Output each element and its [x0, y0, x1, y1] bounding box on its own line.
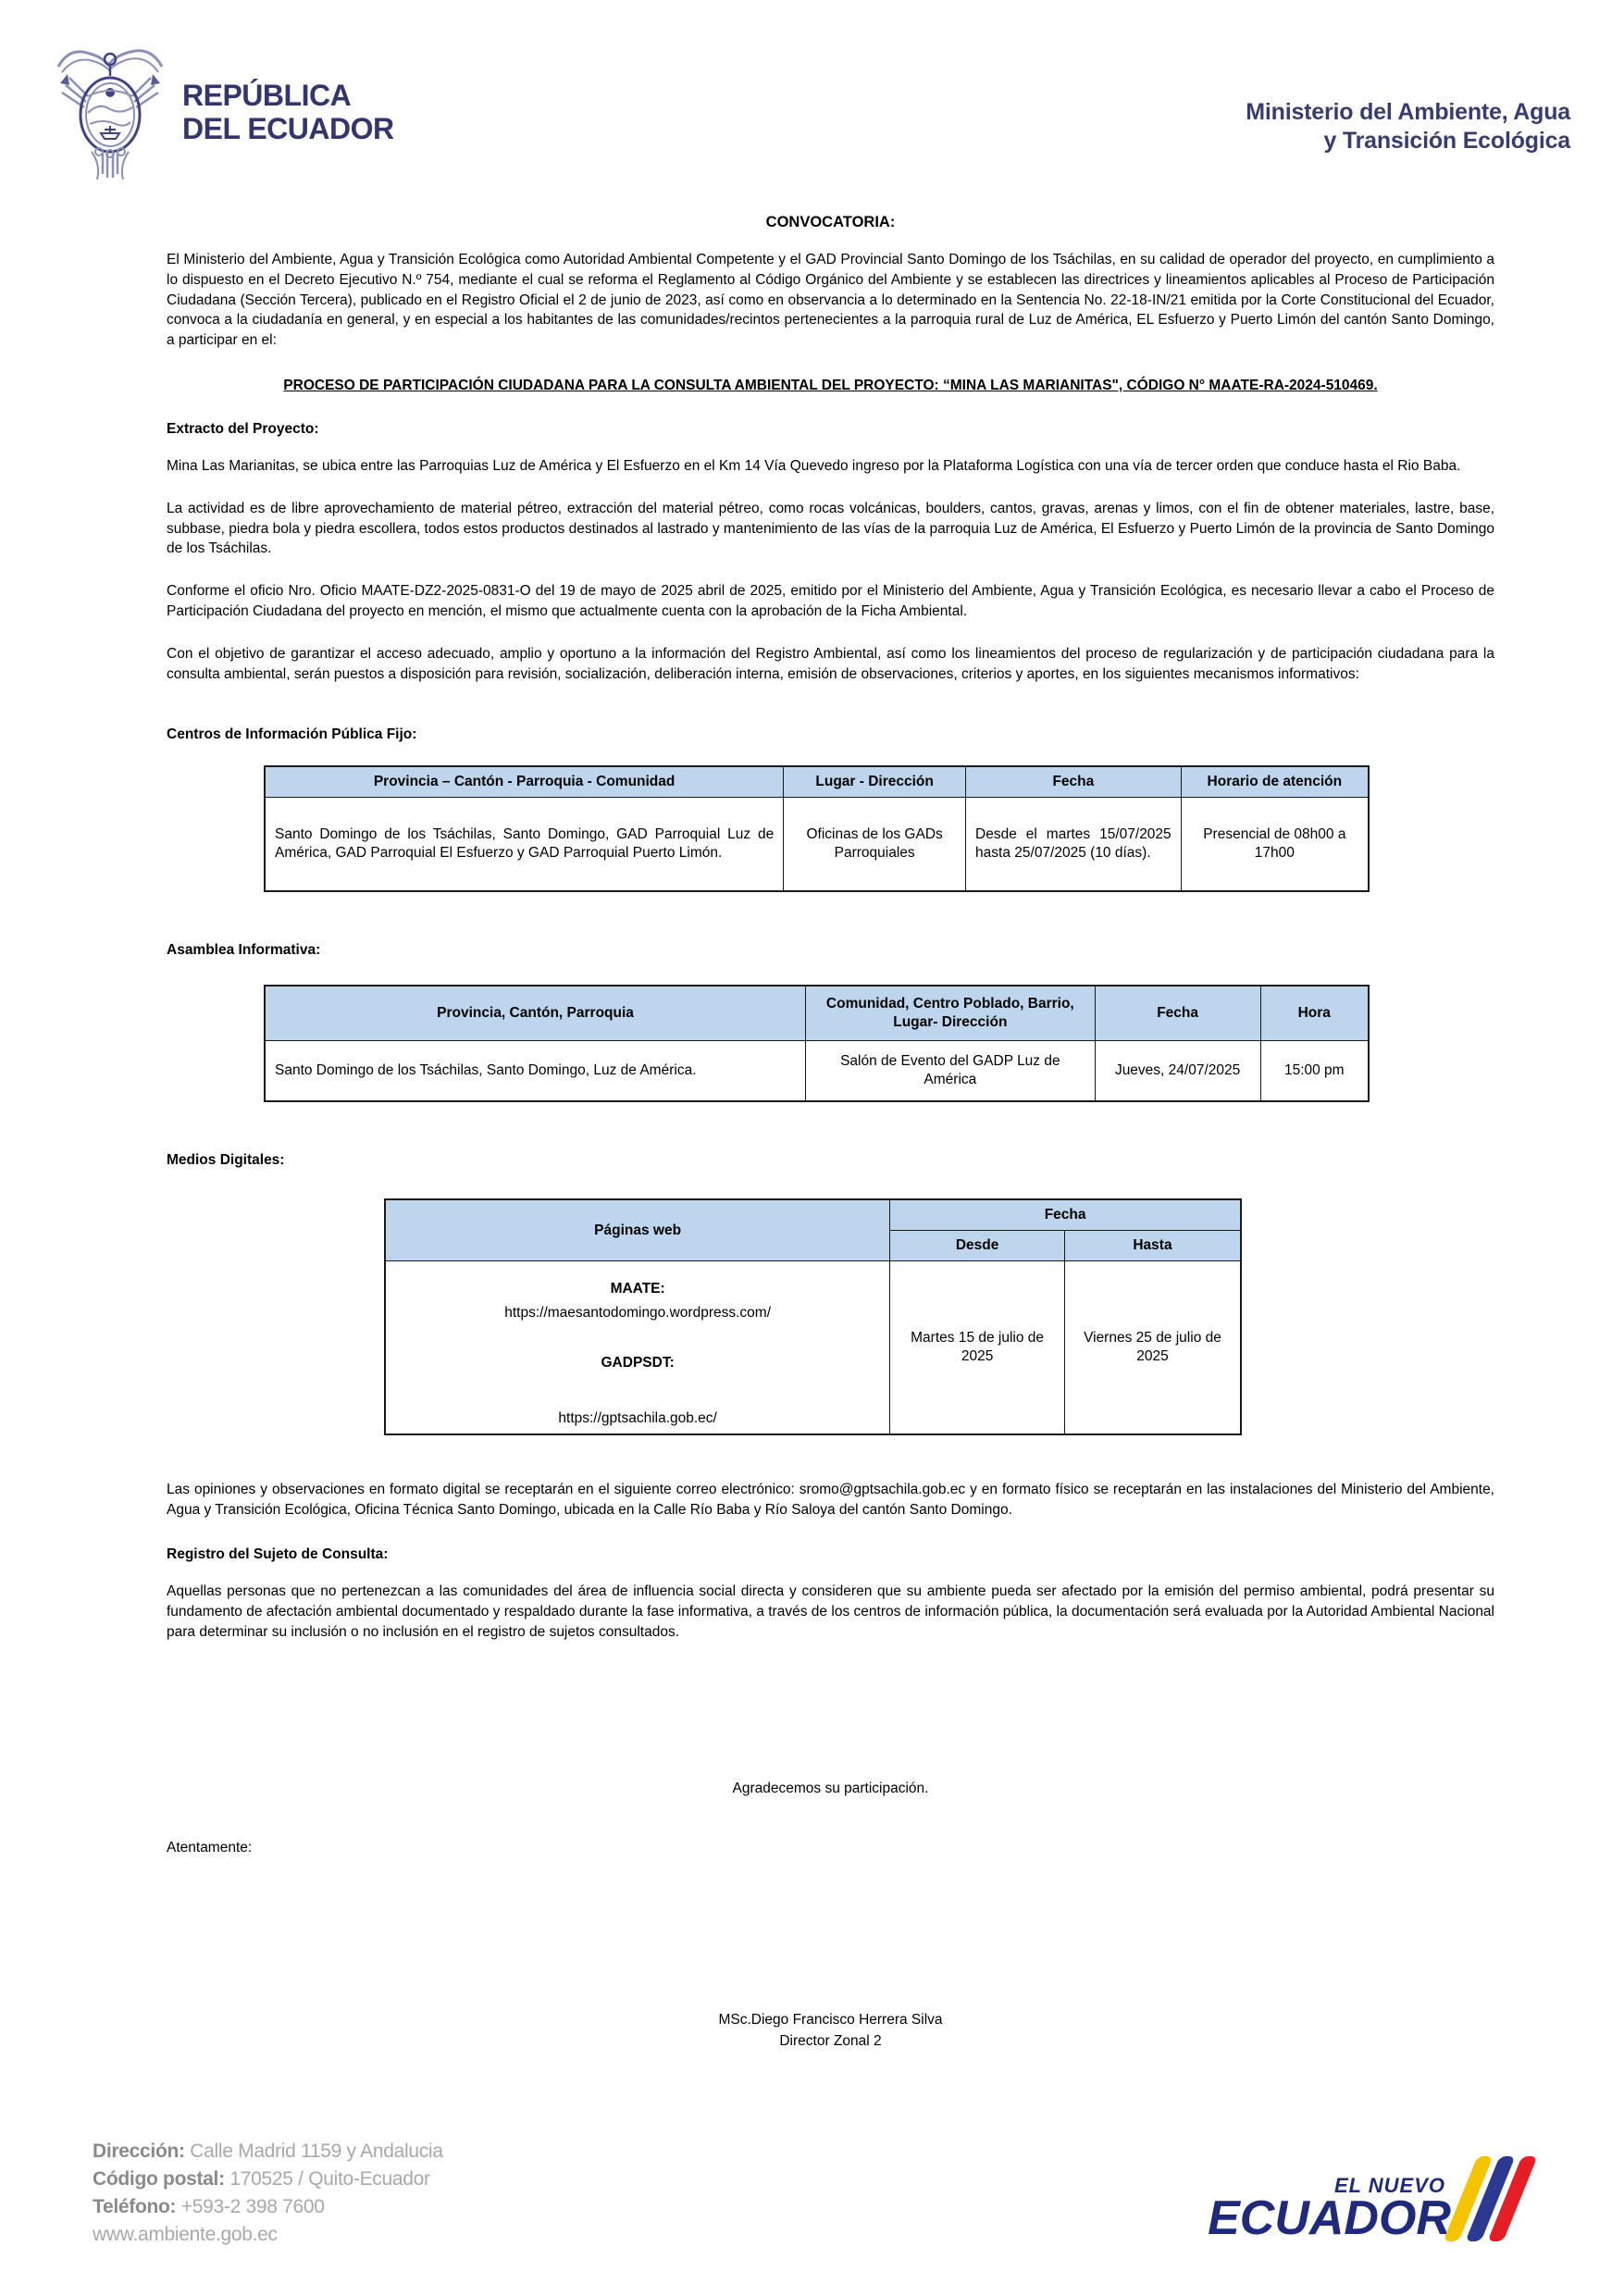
process-heading: PROCESO DE PARTICIPACIÓN CIUDADANA PARA LA CONSULTA AMBIENTAL DEL PROYECTO: “MINA LAS MARIANITAS", CÓDIGO N° MAATE-RA-2024-510469.: [283, 377, 1378, 393]
footer-phone-label: Teléfono:: [93, 2196, 177, 2217]
maate-label: MAATE:: [610, 1281, 665, 1297]
footer-phone-value: +593-2 398 7600: [180, 2196, 325, 2217]
centros-header-fecha: Fecha: [966, 766, 1182, 798]
medios-cell-paginas: [385, 1261, 890, 1435]
medios-cell-desde: Martes 15 de julio de 2025: [890, 1261, 1065, 1435]
footer-postal-value: 170525 / Quito-Ecuador: [229, 2168, 430, 2190]
centros-cell-fecha: Desde el martes 15/07/2025 hasta 25/07/2025 (10 días).: [966, 798, 1182, 892]
medios-table: [384, 1198, 1242, 1435]
footer-postal-label: Código postal:: [93, 2168, 225, 2190]
medios-header-hasta: Hasta: [1064, 1231, 1241, 1261]
intro-paragraph: El Ministerio del Ambiente, Agua y Transición Ecológica como Autoridad Ambiental Competente y el GAD Provincial Santo Domingo de los Tsáchilas, en su calidad de operador del proyecto, en cumplimiento a lo dispuesto en el Decreto Ejecutivo N.º 754, mediante el cual se reforma el Reglamento al Código Orgánico del Ambiente y se establecen las directrices y lineamientos aplicables al Proceso de Participación Ciudadana (Sección Tercera), publicado en el Registro Oficial el 2 de junio de 2023, así como en observancia a lo determinado en la Sentencia No. 22-18-IN/21 emitida por la Corte Constitucional del Ecuador, convoca a la ciudadanía en general, y en especial a los habitantes de las comunidades/recintos pertenecientes a la parroquia rural de Luz de América, EL Esfuerzo y Puerto Limón del cantón Santo Domingo, a participar en el:: [167, 252, 1494, 349]
ubicacion-paragraph: Mina Las Marianitas, se ubica entre las Parroquias Luz de América y El Esfuerzo en el Km 14 Vía Quevedo ingreso por la Plataforma Logística con una vía de tercer orden que conduce hasta el Rio Baba.: [167, 457, 1461, 474]
page-title: CONVOCATORIA:: [765, 214, 896, 230]
republic-wordmark: [182, 80, 394, 146]
maate-url: https://maesantodomingo.wordpress.com/: [504, 1305, 771, 1322]
asamblea-cell-provincia: Santo Domingo de los Tsáchilas, Santo Domingo, Luz de América.: [265, 1041, 806, 1102]
nuevo-ecuador-wordmark: [1208, 2173, 1451, 2245]
medios-header-paginas: Páginas web: [385, 1199, 890, 1261]
footer-address-label: Dirección:: [93, 2141, 185, 2162]
centros-cell-lugar: Oficinas de los GADs Parroquiales: [784, 798, 966, 892]
republic-line1: REPÚBLICA: [182, 79, 352, 113]
footer-address-value: Calle Madrid 1159 y Andalucia: [190, 2141, 443, 2162]
asamblea-header-hora: Hora: [1260, 986, 1369, 1041]
extracto-heading: Extracto del Proyecto:: [167, 420, 319, 437]
thanks-line: Agradecemos su participación.: [732, 1781, 929, 1797]
centros-cell-horario: Presencial de 08h00 a 17h00: [1181, 798, 1369, 892]
signature-block: [167, 2009, 1494, 2052]
tricolor-slashes-icon: [1460, 2156, 1520, 2241]
nuevo-ecuador-logo: [1208, 2156, 1520, 2245]
asamblea-header-provincia: Provincia, Cantón, Parroquia: [265, 986, 806, 1041]
logo-line1: EL NUEVO: [1333, 2173, 1445, 2197]
ecuador-coat-of-arms-icon: [51, 35, 169, 191]
medios-cell-hasta: Viernes 25 de julio de 2025: [1064, 1261, 1241, 1435]
medios-data-row: [385, 1261, 1241, 1435]
medios-header-desde: Desde: [890, 1231, 1065, 1261]
ministry-line2: y Transición Ecológica: [1323, 128, 1570, 155]
ministry-name: [1246, 98, 1570, 191]
asamblea-cell-comunidad: Salón de Evento del GADP Luz de América: [806, 1041, 1096, 1102]
footer-phone: [93, 2193, 443, 2221]
asamblea-table: [264, 985, 1370, 1102]
footer-website: www.ambiente.gob.ec: [93, 2224, 278, 2245]
gadpsdt-url: https://gptsachila.gob.ec/: [558, 1410, 717, 1427]
republic-brand: [51, 35, 394, 191]
medios-header-fecha: Fecha: [890, 1199, 1241, 1231]
asamblea-header-comunidad: Comunidad, Centro Poblado, Barrio, Lugar- Dirección: [806, 986, 1096, 1041]
opiniones-paragraph: Las opiniones y observaciones en formato digital se receptarán en el siguiente correo electrónico: sromo@gptsachila.gob.ec y en formato físico se receptarán en las instalaciones del Ministerio del Ambiente, Agua y Transición Ecológica, Oficina Técnica Santo Domingo, ubicada en la Calle Río Baba y Río Saloya del cantón Santo Domingo.: [167, 1482, 1494, 1519]
asamblea-cell-hora: 15:00 pm: [1260, 1041, 1369, 1102]
centros-header-horario: Horario de atención: [1181, 766, 1369, 798]
gadpsdt-label: GADPSDT:: [601, 1355, 675, 1371]
registro-heading: Registro del Sujeto de Consulta:: [167, 1545, 389, 1562]
footer-address: [93, 2138, 443, 2166]
objetivo-paragraph: Con el objetivo de garantizar el acceso adecuado, amplio y oportuno a la información del Registro Ambiental, así como los lineamientos del proceso de regularización y de participación ciudadana para la consulta ambiental, serán puestos a disposición para revisión, socialización, deliberación interna, emisión de observaciones, criterios y aportes, en los siguientes mecanismos informativos:: [167, 645, 1494, 682]
centros-table: [264, 765, 1370, 892]
republic-line2: DEL ECUADOR: [182, 112, 394, 145]
centros-heading: Centros de Información Pública Fijo:: [167, 726, 417, 743]
ministry-line1: Ministerio del Ambiente, Agua: [1246, 99, 1570, 125]
registro-paragraph: Aquellas personas que no pertenezcan a las comunidades del área de influencia social directa y consideren que su ambiente pueda ser afectado por la emisión del permiso ambiental, podrá presentar su fundamento de afectación ambiental documentado y respaldado durante la fase informativa, a través de los centros de información pública, la documentación será evaluada por la Autoridad Ambiental Nacional para determinar su inclusión o no inclusión en el registro de sujetos consultados.: [167, 1582, 1494, 1640]
actividad-paragraph: La actividad es de libre aprovechamiento de material pétreo, extracción del material pétreo, como rocas volcánicas, boulders, cantos, gravas, arenas y limos, con el fin de obtener materiales, lastre, base, subbase, piedra bola y piedra escollera, todos estos productos destinados al lastrado y mantenimiento de las vías de la parroquia Luz de América, El Esfuerzo y Puerto Limón de la provincia de Santo Domingo de los Tsáchilas.: [167, 500, 1494, 557]
salutation-line: Atentamente:: [167, 1840, 253, 1856]
document-body: [0, 190, 1624, 2052]
centros-header-provincia: Provincia – Cantón - Parroquia - Comunidad: [265, 766, 784, 798]
asamblea-cell-fecha: Jueves, 24/07/2025: [1095, 1041, 1260, 1102]
asamblea-header-row: [265, 986, 1369, 1041]
centros-header-lugar: Lugar - Dirección: [784, 766, 966, 798]
document-header: [51, 35, 1570, 191]
centros-header-row: [265, 766, 1369, 798]
asamblea-header-fecha: Fecha: [1095, 986, 1260, 1041]
asamblea-heading: Asamblea Informativa:: [167, 942, 321, 959]
signer-title: Director Zonal 2: [779, 2033, 882, 2050]
asamblea-data-row: [265, 1041, 1369, 1102]
centros-cell-provincia: Santo Domingo de los Tsáchilas, Santo Domingo, GAD Parroquial Luz de América, GAD Parroquial El Esfuerzo y GAD Parroquial Puerto Limón.: [265, 798, 784, 892]
logo-line2: ECUADOR: [1208, 2191, 1451, 2245]
medios-header-row1: [385, 1199, 1241, 1231]
centros-data-row: [265, 798, 1369, 892]
footer-contact-block: [93, 2138, 443, 2249]
footer-postal: [93, 2166, 443, 2193]
signer-name: MSc.Diego Francisco Herrera Silva: [718, 2012, 943, 2029]
oficio-paragraph: Conforme el oficio Nro. Oficio MAATE-DZ2-2025-0831-O del 19 de mayo de 2025 abril de 2025, emitido por el Ministerio del Ambiente, Agua y Transición Ecológica, es necesario llevar a cabo el Proceso de Participación Ciudadana del proyecto en mención, el mismo que actualmente cuenta con la aprobación de la Ficha Ambiental.: [167, 583, 1494, 619]
medios-heading: Medios Digitales:: [167, 1152, 285, 1169]
